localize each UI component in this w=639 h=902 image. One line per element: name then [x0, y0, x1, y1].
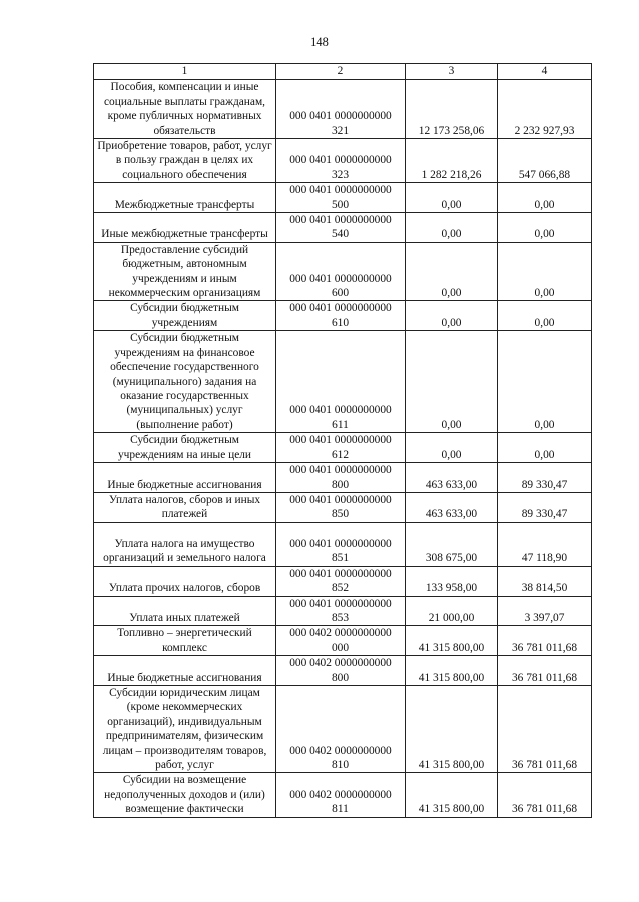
row-value-approved: 41 315 800,00 — [406, 626, 498, 656]
row-code-type: 800 — [331, 671, 350, 684]
row-code-type: 500 — [331, 198, 350, 211]
row-code — [276, 596, 406, 626]
row-value-approved: 133 958,00 — [406, 566, 498, 596]
row-code-main: 000 0401 0000000000 — [289, 184, 392, 197]
row-value-executed: 89 330,47 — [498, 492, 592, 522]
row-value-approved: 0,00 — [406, 242, 498, 301]
table-row — [94, 463, 592, 493]
row-value-approved: 41 315 800,00 — [406, 773, 498, 817]
row-value-executed: 0,00 — [498, 301, 592, 331]
row-code — [276, 213, 406, 243]
row-code-main: 000 0401 0000000000 — [289, 154, 392, 167]
row-value-executed: 47 118,90 — [498, 522, 592, 566]
row-value-executed: 3 397,07 — [498, 596, 592, 626]
row-code-main: 000 0402 0000000000 — [289, 627, 392, 640]
budget-table — [93, 63, 592, 818]
table-row — [94, 566, 592, 596]
row-name: Иные бюджетные ассигнования — [94, 463, 276, 493]
row-value-approved: 1 282 218,26 — [406, 139, 498, 183]
row-code — [276, 566, 406, 596]
row-code-type: 321 — [331, 124, 350, 137]
row-code-type: 853 — [331, 611, 350, 624]
row-value-approved: 308 675,00 — [406, 522, 498, 566]
row-code-main: 000 0401 0000000000 — [289, 493, 392, 506]
row-code-main: 000 0401 0000000000 — [289, 567, 392, 580]
column-header-3: 3 — [406, 64, 498, 80]
row-value-executed: 0,00 — [498, 331, 592, 433]
table-row — [94, 656, 592, 686]
row-code — [276, 139, 406, 183]
row-code-type: 610 — [331, 316, 350, 329]
row-value-executed: 0,00 — [498, 183, 592, 213]
row-value-executed: 0,00 — [498, 213, 592, 243]
row-code — [276, 463, 406, 493]
row-value-approved: 0,00 — [406, 301, 498, 331]
row-code — [276, 522, 406, 566]
row-name: Предоставление субсидий бюджетным, автономным учреждениям и иным некоммерческим организациям — [94, 242, 276, 301]
row-name: Топливно – энергетический комплекс — [94, 626, 276, 656]
row-code-main: 000 0401 0000000000 — [289, 434, 392, 447]
row-value-approved: 41 315 800,00 — [406, 656, 498, 686]
row-code-main: 000 0401 0000000000 — [289, 597, 392, 610]
row-code-main: 000 0401 0000000000 — [289, 214, 392, 227]
row-value-executed: 89 330,47 — [498, 463, 592, 493]
table-row — [94, 433, 592, 463]
page-number: 148 — [310, 35, 329, 49]
row-value-approved: 0,00 — [406, 331, 498, 433]
row-code — [276, 656, 406, 686]
table-row — [94, 242, 592, 301]
table-row — [94, 213, 592, 243]
row-value-approved: 21 000,00 — [406, 596, 498, 626]
row-value-executed: 36 781 011,68 — [498, 773, 592, 817]
column-header-2: 2 — [276, 64, 406, 80]
row-code-main: 000 0401 0000000000 — [289, 110, 392, 123]
row-code — [276, 492, 406, 522]
row-value-executed: 0,00 — [498, 433, 592, 463]
table-row — [94, 773, 592, 817]
row-code-main: 000 0402 0000000000 — [289, 788, 392, 801]
row-value-approved: 41 315 800,00 — [406, 685, 498, 772]
row-name: Уплата иных платежей — [94, 596, 276, 626]
row-value-approved: 0,00 — [406, 183, 498, 213]
row-name: Субсидии бюджетным учреждениям на иные цели — [94, 433, 276, 463]
row-code-main: 000 0402 0000000000 — [289, 657, 392, 670]
row-code-main: 000 0401 0000000000 — [289, 302, 392, 315]
row-value-executed: 36 781 011,68 — [498, 626, 592, 656]
row-name: Межбюджетные трансферты — [94, 183, 276, 213]
row-value-executed: 36 781 011,68 — [498, 656, 592, 686]
row-code — [276, 331, 406, 433]
table-row — [94, 183, 592, 213]
row-code-type: 612 — [331, 448, 350, 461]
row-name: Уплата налогов, сборов и иных платежей — [94, 492, 276, 522]
row-code-main: 000 0402 0000000000 — [289, 744, 392, 757]
row-code — [276, 433, 406, 463]
row-code-type: 810 — [331, 759, 350, 771]
row-code-main: 000 0401 0000000000 — [289, 404, 392, 417]
row-name: Приобретение товаров, работ, услуг в пользу граждан в целях их социального обеспечения — [94, 139, 276, 183]
row-code — [276, 301, 406, 331]
row-value-approved: 463 633,00 — [406, 492, 498, 522]
row-code — [276, 773, 406, 817]
row-code — [276, 626, 406, 656]
table-row — [94, 522, 592, 566]
table-row — [94, 626, 592, 656]
table-row — [94, 331, 592, 433]
table-header-row — [94, 64, 592, 80]
row-name: Иные межбюджетные трансферты — [94, 213, 276, 243]
row-code — [276, 685, 406, 772]
table-row — [94, 139, 592, 183]
row-code-type: 540 — [331, 228, 350, 241]
table-row — [94, 301, 592, 331]
row-name: Субсидии на возмещение недополученных доходов и (или) возмещение фактически — [94, 773, 276, 817]
table-row — [94, 80, 592, 139]
row-value-executed: 2 232 927,93 — [498, 80, 592, 139]
row-name: Субсидии бюджетным учреждениям — [94, 301, 276, 331]
row-code-type: 850 — [331, 508, 350, 521]
row-code-type: 811 — [332, 803, 349, 816]
row-code — [276, 80, 406, 139]
row-value-approved: 463 633,00 — [406, 463, 498, 493]
row-code-type: 851 — [331, 552, 350, 565]
row-code-main: 000 0401 0000000000 — [289, 537, 392, 550]
row-value-approved: 0,00 — [406, 433, 498, 463]
row-name: Пособия, компенсации и иные социальные выплаты гражданам, кроме публичных нормативных обязательств — [94, 80, 276, 139]
row-value-approved: 0,00 — [406, 213, 498, 243]
row-code-type: 000 — [331, 641, 350, 654]
row-name: Иные бюджетные ассигнования — [94, 656, 276, 686]
row-value-executed: 547 066,88 — [498, 139, 592, 183]
row-code-type: 611 — [332, 418, 349, 431]
row-code-type: 800 — [331, 478, 350, 491]
table-row — [94, 596, 592, 626]
row-code — [276, 242, 406, 301]
row-name: Уплата прочих налогов, сборов — [94, 566, 276, 596]
table-row — [94, 685, 592, 772]
row-value-executed: 38 814,50 — [498, 566, 592, 596]
row-code-main: 000 0401 0000000000 — [289, 272, 392, 285]
table-row — [94, 492, 592, 522]
row-value-executed: 0,00 — [498, 242, 592, 301]
row-value-approved: 12 173 258,06 — [406, 80, 498, 139]
row-code-main: 000 0401 0000000000 — [289, 464, 392, 477]
row-name: Субсидии юридическим лицам (кроме некоммерческих организаций), индивидуальным предпринимателям, физическим лицам – производителям товаров, работ, услуг — [94, 685, 276, 772]
row-code-type: 852 — [331, 582, 350, 595]
row-code — [276, 183, 406, 213]
column-header-1: 1 — [94, 64, 276, 80]
row-name: Уплата налога на имущество организаций и земельного налога — [94, 522, 276, 566]
row-value-executed: 36 781 011,68 — [498, 685, 592, 772]
row-code-type: 323 — [331, 168, 350, 181]
row-code-type: 600 — [331, 287, 350, 300]
row-name: Субсидии бюджетным учреждениям на финансовое обеспечение государственного (муниципального) задания на оказание государственных (муниципальных) услуг (выполнение работ) — [94, 331, 276, 433]
column-header-4: 4 — [498, 64, 592, 80]
